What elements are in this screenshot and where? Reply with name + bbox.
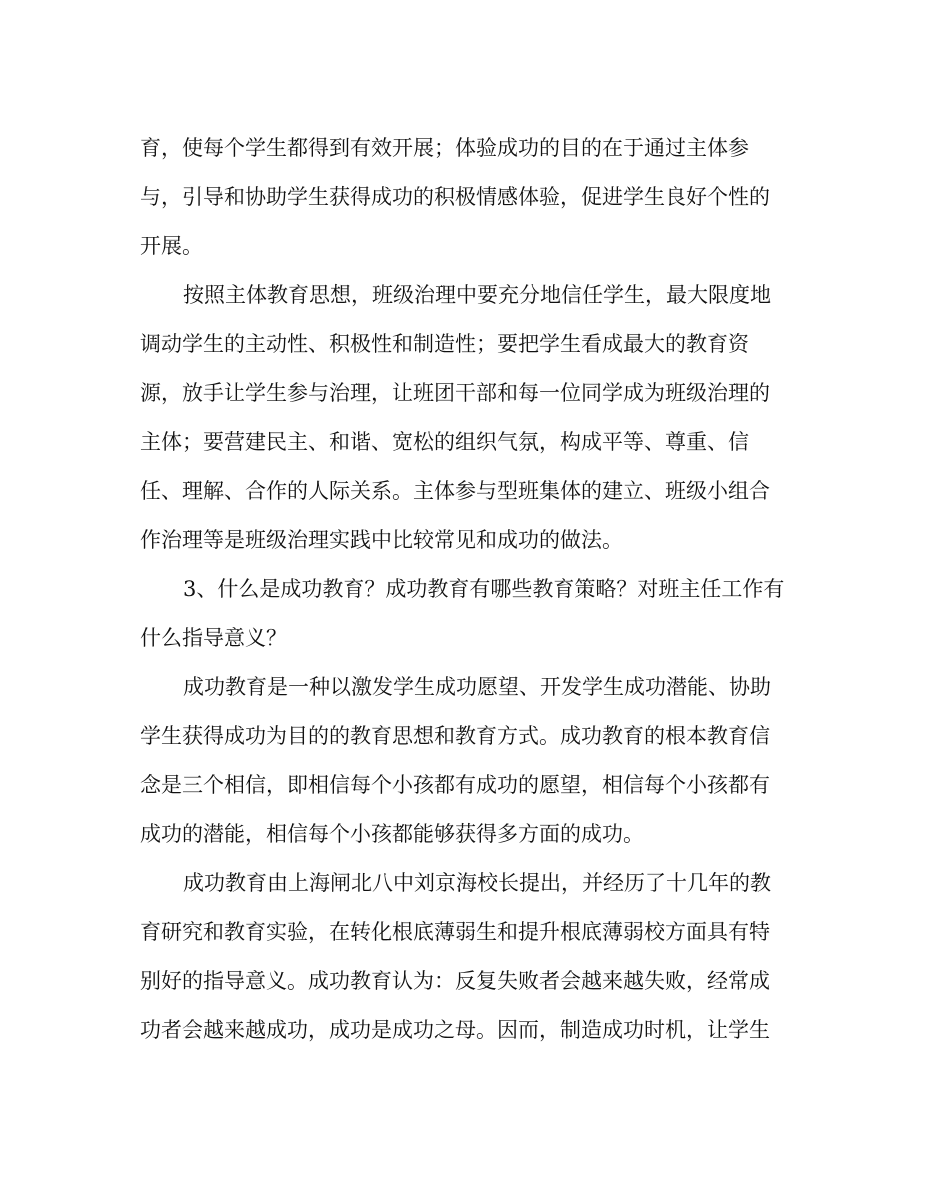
text-line: 育，使每个学生都得到有效开展；体验成功的目的在于通过主体参 xyxy=(140,136,749,160)
text-line: 源，放手让学生参与治理，让班团干部和每一位同学成为班级治理的 xyxy=(140,381,770,405)
text-line: 开展。 xyxy=(140,234,203,258)
text-line: 作治理等是班级治理实践中比较常见和成功的做法。 xyxy=(140,528,623,552)
text-line: 什么指导意义？ xyxy=(140,626,287,650)
text-line: 成功教育是一种以激发学生成功愿望、开发学生成功潜能、协助 xyxy=(183,675,771,699)
text-line: 主体；要营建民主、和谐、宽松的组织气氛，构成平等、尊重、信 xyxy=(140,430,749,454)
text-line: 调动学生的主动性、积极性和制造性；要把学生看成最大的教育资 xyxy=(140,332,749,356)
text-line: 成功的潜能，相信每个小孩都能够获得多方面的成功。 xyxy=(140,822,644,846)
text-line: 任、理解、合作的人际关系。主体参与型班集体的建立、班级小组合 xyxy=(140,479,770,503)
text-line: 成功教育由上海闸北八中刘京海校长提出，并经历了十几年的教 xyxy=(183,871,771,895)
text-line: 功者会越来越成功，成功是成功之母。因而，制造成功时机，让学生 xyxy=(140,1018,770,1042)
text-line: 育研究和教育实验，在转化根底薄弱生和提升根底薄弱校方面具有特 xyxy=(140,920,770,944)
text-line: 别好的指导意义。成功教育认为：反复失败者会越来越失败，经常成 xyxy=(140,969,770,993)
text-line: 学生获得成功为目的的教育思想和教育方式。成功教育的根本教育信 xyxy=(140,724,770,748)
text-line: 3、什么是成功教育？成功教育有哪些教育策略？对班主任工作有 xyxy=(183,577,785,601)
document-body xyxy=(140,124,820,1055)
text-line: 念是三个相信，即相信每个小孩都有成功的愿望，相信每个小孩都有 xyxy=(140,773,770,797)
text-line: 按照主体教育思想，班级治理中要充分地信任学生，最大限度地 xyxy=(183,283,771,307)
text-line: 与，引导和协助学生获得成功的积极情感体验，促进学生良好个性的 xyxy=(140,185,770,209)
